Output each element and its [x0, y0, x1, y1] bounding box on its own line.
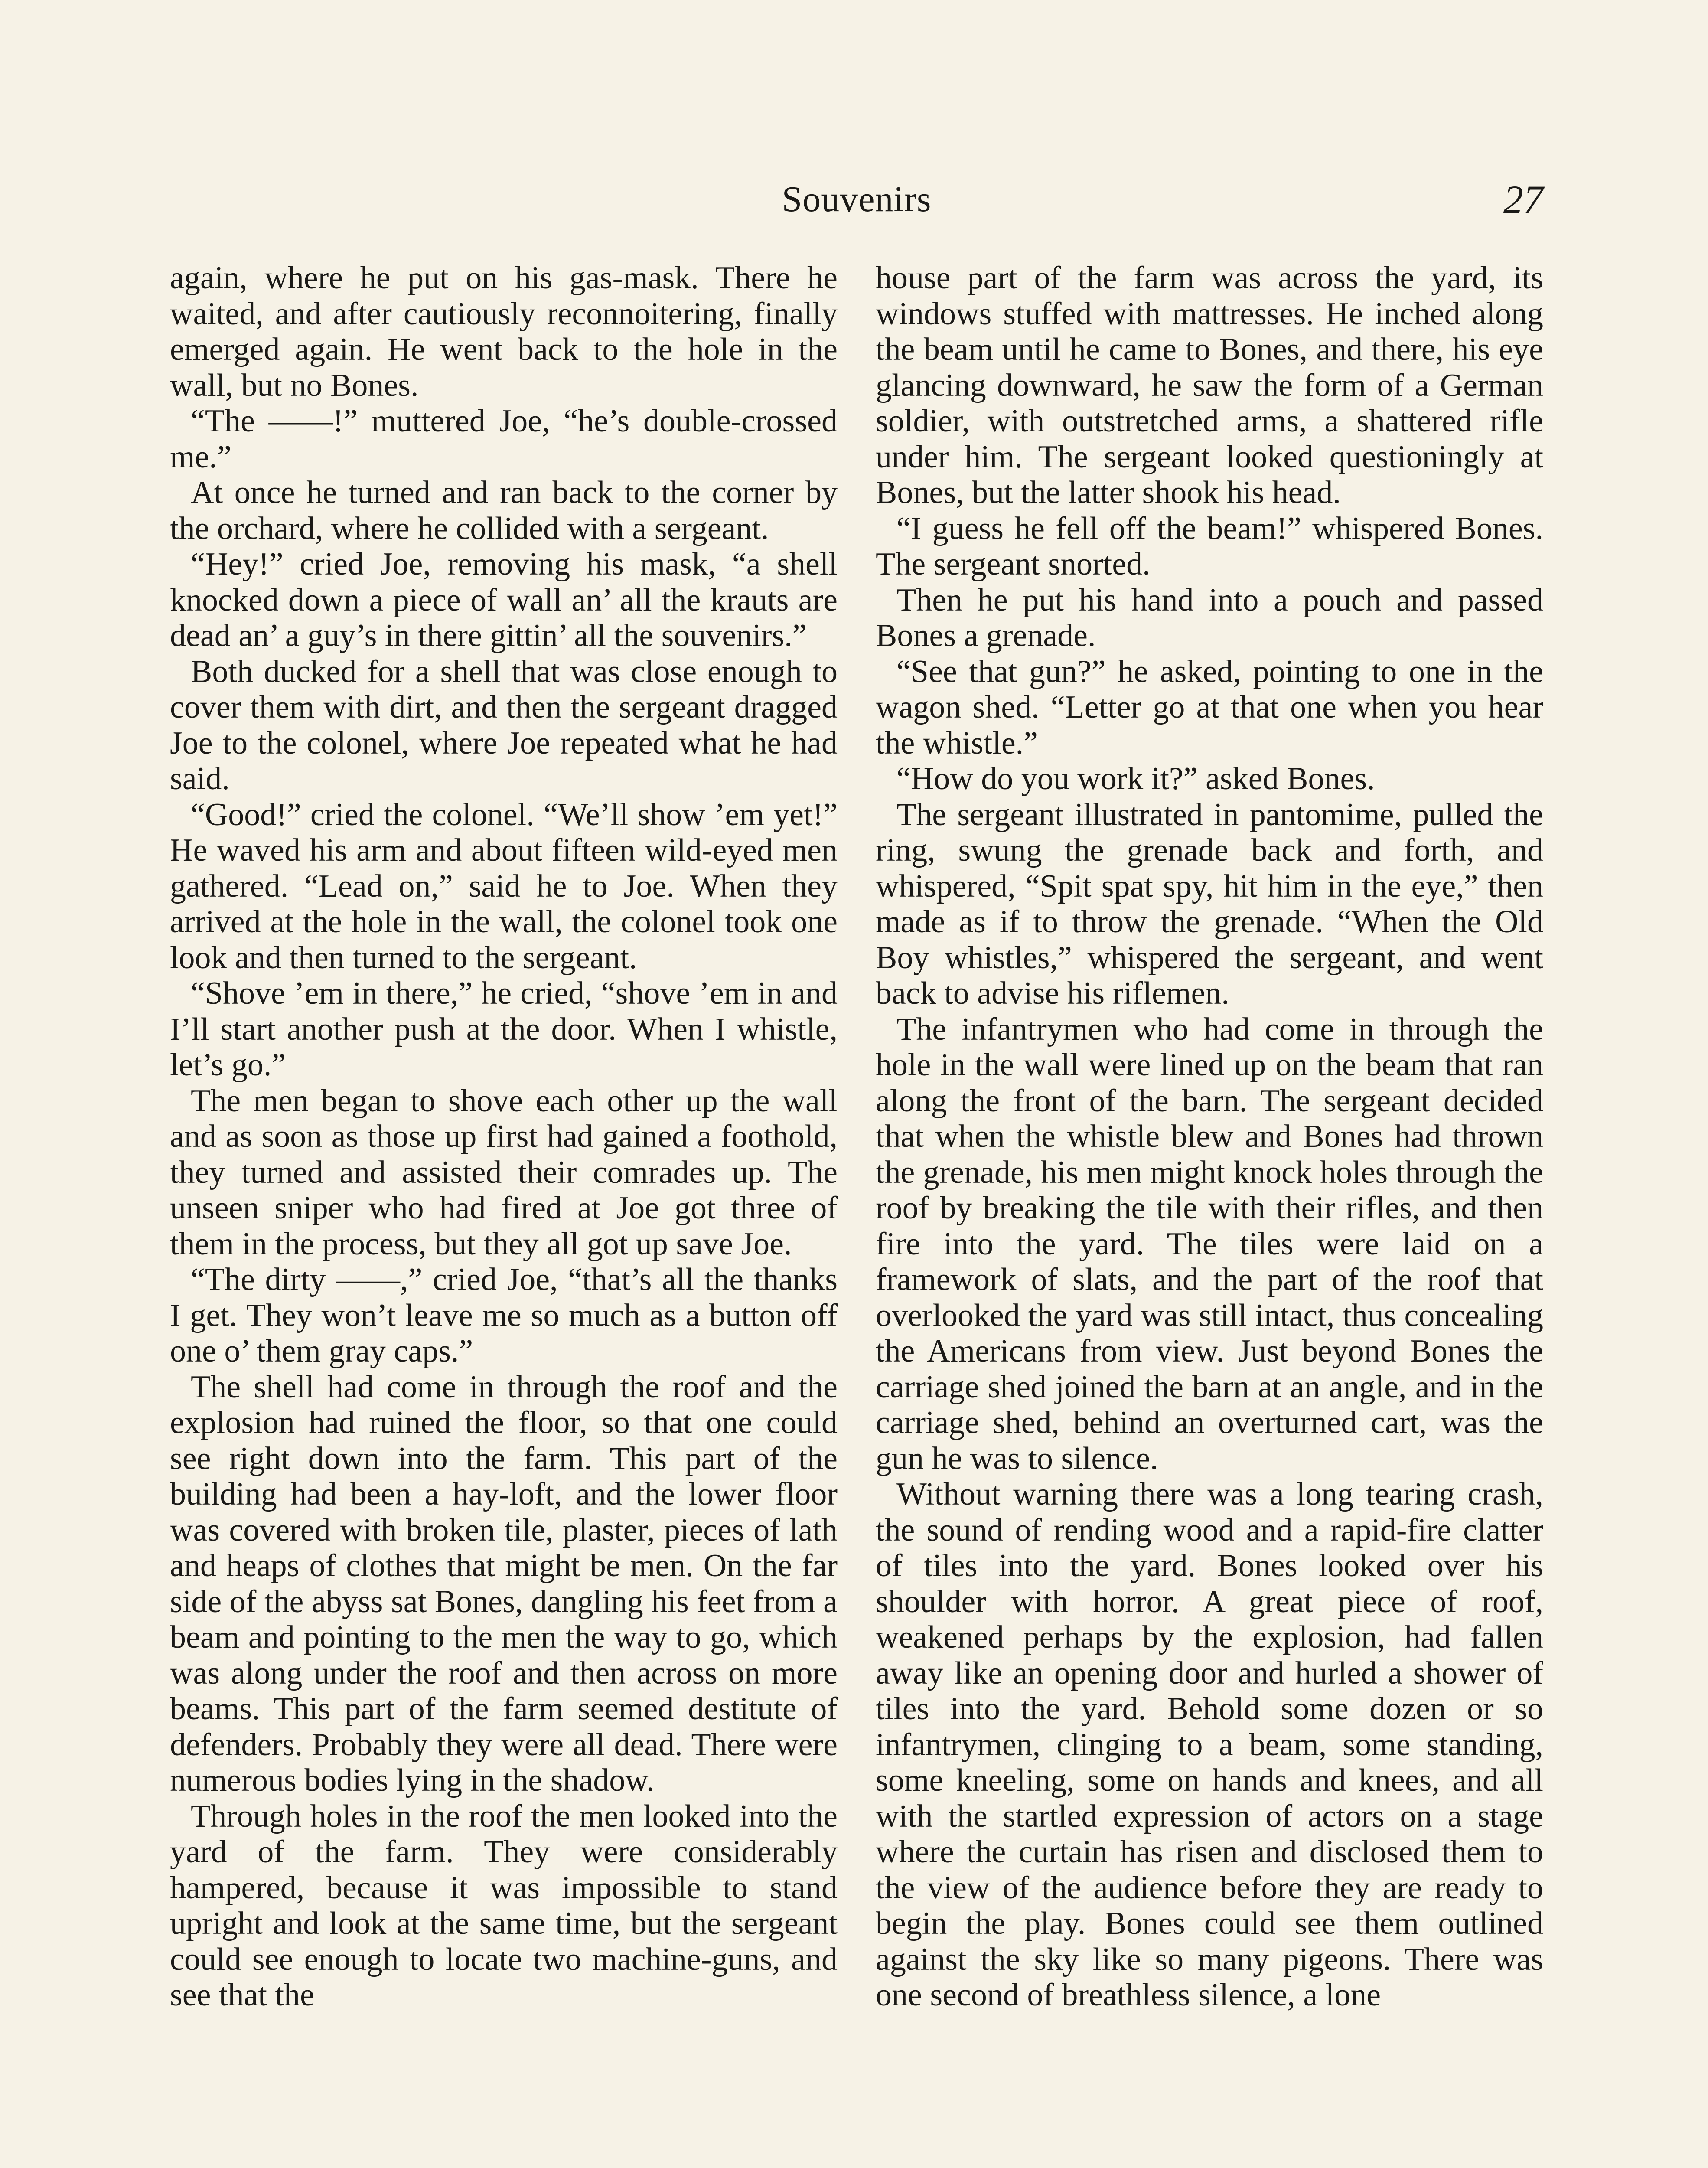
running-title: Souvenirs — [782, 179, 932, 219]
paragraph: Without warning there was a long tearing crash, the sound of rending wood and a rapid-fire clatter of tiles into the yard. Bones looked over his shoulder with horror. A great piece of roof, weakened perhaps by the explosion, had fallen away like an opening door and hurled a shower of tiles into the yard. Behold some dozen or so infantrymen, clinging to a beam, some standing, some kneeling, some on hands and knees, and all with the startled expression of actors on a stage where the curtain has risen and disclosed them to the view of the audience before they are ready to begin the play. Bones could see them outlined against the sky like so many pigeons. There was one second of breathless silence, a lone — [876, 1476, 1543, 2013]
paragraph: “How do you work it?” asked Bones. — [896, 761, 1375, 797]
paragraph: “Hey!” cried Joe, removing his mask, “a shell knocked down a piece of wall an’ all the krauts are dead an’ a guy’s in there gittin’ all the souvenirs.” — [170, 546, 838, 653]
body-text — [170, 260, 1543, 2168]
paragraph: “I guess he fell off the beam!” whispered Bones. The sergeant snorted. — [876, 510, 1543, 582]
paragraph: house part of the farm was across the yard, its windows stuffed with mattresses. He inched along the beam until he came to Bones, and there, his eye glancing downward, he saw the form of a German soldier, with outstretched arms, a shattered rifle under him. The sergeant looked questioningly at Bones, but the latter shook his head. — [876, 260, 1543, 510]
paragraph: The shell had come in through the roof and the explosion had ruined the floor, so that one could see right down into the farm. This part of the building had been a hay-loft, and the lower floor was covered with broken tile, plaster, pieces of lath and heaps of clothes that might be men. On the far side of the abyss sat Bones, dangling his feet from a beam and pointing to the men the way to go, which was along under the roof and then across on more beams. This part of the farm seemed destitute of defenders. Probably they were all dead. There were numerous bodies lying in the shadow. — [170, 1369, 838, 1798]
paragraph: “The dirty ——,” cried Joe, “that’s all the thanks I get. They won’t leave me so much as a button off one o’ them gray caps.” — [170, 1262, 838, 1369]
paragraph: “Shove ’em in there,” he cried, “shove ’em in and I’ll start another push at the door. When I whistle, let’s go.” — [170, 976, 838, 1083]
right-column — [876, 260, 1543, 2168]
paragraph: Both ducked for a shell that was close enough to cover them with dirt, and then the sergeant dragged Joe to the colonel, where Joe repeated what he had said. — [170, 653, 838, 797]
paragraph: The infantrymen who had come in through the hole in the wall were lined up on the beam that ran along the front of the barn. The sergeant decided that when the whistle blew and Bones had thrown the grenade, his men might knock holes through the roof by breaking the tile with their rifles, and then fire into the yard. The tiles were laid on a framework of slats, and the part of the roof that overlooked the yard was still intact, thus concealing the Americans from view. Just beyond Bones the carriage shed joined the barn at an angle, and in the carriage shed, behind an overturned cart, was the gun he was to silence. — [876, 1011, 1543, 1476]
paragraph: “The ——!” muttered Joe, “he’s double-crossed me.” — [170, 403, 838, 475]
paragraph: “Good!” cried the colonel. “We’ll show ’em yet!” He waved his arm and about fifteen wild-eyed men gathered. “Lead on,” said he to Joe. When they arrived at the hole in the wall, the colonel took one look and then turned to the sergeant. — [170, 797, 838, 976]
paragraph: Through holes in the roof the men looked into the yard of the farm. They were considerably hampered, because it was impossible to stand upright and look at the same time, but the sergeant could see enough to locate two machine-guns, and see that the — [170, 1798, 838, 2013]
paragraph: At once he turned and ran back to the corner by the orchard, where he collided with a sergeant. — [170, 475, 838, 546]
paragraph: Then he put his hand into a pouch and passed Bones a grenade. — [876, 582, 1543, 653]
page-number: 27 — [1503, 177, 1543, 222]
left-column — [170, 260, 838, 2168]
paragraph: again, where he put on his gas-mask. There he waited, and after cautiously reconnoitering, finally emerged again. He went back to the hole in the wall, but no Bones. — [170, 260, 838, 403]
paragraph: The sergeant illustrated in pantomime, pulled the ring, swung the grenade back and forth, and whispered, “Spit spat spy, hit him in the eye,” then made as if to throw the grenade. “When the Old Boy whistles,” whispered the sergeant, and went back to advise his riflemen. — [876, 797, 1543, 1011]
paragraph: The men began to shove each other up the wall and as soon as those up first had gained a foothold, they turned and assisted their comrades up. The unseen sniper who had fired at Joe got three of them in the process, but they all got up save Joe. — [170, 1083, 838, 1262]
paragraph: “See that gun?” he asked, pointing to one in the wagon shed. “Letter go at that one when you hear the whistle.” — [876, 653, 1543, 761]
page-header — [170, 173, 1543, 230]
